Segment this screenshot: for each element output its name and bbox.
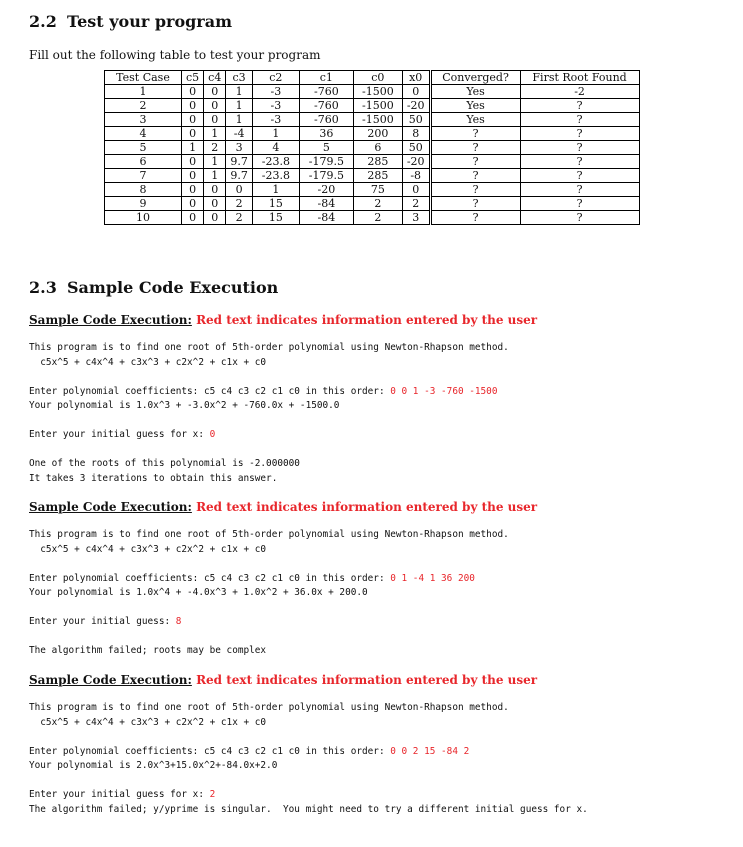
cell-c2: -3 (252, 85, 299, 99)
cell-c2: 4 (252, 141, 299, 155)
table-row (105, 113, 640, 127)
cell-c2: -23.8 (252, 169, 299, 183)
table-row (105, 211, 640, 225)
cell-c0: 6 (353, 141, 402, 155)
cell-c4: 0 (204, 183, 226, 197)
cell-test-case: 4 (105, 127, 182, 141)
cell-c1: -84 (299, 197, 353, 211)
cell-first-root: ? (520, 183, 639, 197)
cell-first-root: ? (520, 99, 639, 113)
polynomial-line: Your polynomial is 1.0x^4 + -4.0x^3 + 1.0x^2 + 36.0x + 200.0 (29, 587, 368, 598)
cell-first-root: ? (520, 155, 639, 169)
cell-c1: -20 (299, 183, 353, 197)
intro-text: Fill out the following table to test your program (29, 48, 321, 62)
coef-prompt: Enter polynomial coefficients: c5 c4 c3 c2 c1 c0 in this order: (29, 745, 391, 757)
cell-c0: -1500 (353, 113, 402, 127)
header-x0: x0 (402, 71, 430, 85)
cell-first-root: ? (520, 211, 639, 225)
cell-c5: 0 (182, 183, 204, 197)
cell-c4: 0 (204, 99, 226, 113)
cell-first-root: ? (520, 197, 639, 211)
cell-c0: 2 (353, 197, 402, 211)
cell-x0: -20 (402, 155, 430, 169)
section-heading-2-2 (29, 12, 232, 31)
result-line: The algorithm failed; y/yprime is singular. You might need to try a different initial guess for x. (29, 803, 588, 815)
cell-c0: -1500 (353, 85, 402, 99)
cell-converged: ? (430, 197, 520, 211)
cell-test-case: 9 (105, 197, 182, 211)
cell-c1: -760 (299, 113, 353, 127)
cell-c2: -23.8 (252, 155, 299, 169)
header-c2: c2 (252, 71, 299, 85)
table-row (105, 169, 640, 183)
cell-test-case: 6 (105, 155, 182, 169)
cell-x0: 0 (402, 85, 430, 99)
header-c4: c4 (204, 71, 226, 85)
table-row (105, 155, 640, 169)
cell-x0: 50 (402, 113, 430, 127)
cell-x0: 50 (402, 141, 430, 155)
table-row (105, 127, 640, 141)
cell-c3: -4 (226, 127, 253, 141)
output-line: c5x^5 + c4x^4 + c3x^3 + c2x^2 + c1x + c0 (29, 716, 267, 728)
header-converged: Converged? (430, 71, 520, 85)
header-test-case: Test Case (105, 71, 182, 85)
cell-test-case: 3 (105, 113, 182, 127)
output-line: This program is to find one root of 5th-order polynomial using Newton-Rhapson method. (29, 342, 509, 353)
sample-output-2 (29, 528, 509, 659)
result-line: One of the roots of this polynomial is -2.000000 (29, 458, 300, 469)
result-line: The algorithm failed; roots may be complex (29, 645, 267, 656)
cell-c1: -84 (299, 211, 353, 225)
cell-first-root: ? (520, 127, 639, 141)
cell-c1: -179.5 (299, 169, 353, 183)
cell-first-root: ? (520, 169, 639, 183)
cell-c3: 1 (226, 99, 253, 113)
cell-converged: Yes (430, 113, 520, 127)
sample-execution-heading (29, 500, 537, 514)
cell-c5: 0 (182, 155, 204, 169)
table-row (105, 183, 640, 197)
cell-x0: -8 (402, 169, 430, 183)
cell-c1: -760 (299, 99, 353, 113)
cell-c3: 1 (226, 85, 253, 99)
section-title: Test your program (67, 12, 233, 31)
red-text-note: Red text indicates information entered by the user (196, 673, 538, 687)
polynomial-line: Your polynomial is 1.0x^3 + -3.0x^2 + -760.0x + -1500.0 (29, 400, 340, 411)
cell-c3: 3 (226, 141, 253, 155)
cell-c1: 5 (299, 141, 353, 155)
cell-c5: 0 (182, 127, 204, 141)
cell-c2: 15 (252, 211, 299, 225)
cell-c4: 0 (204, 85, 226, 99)
user-input-coefficients: 0 1 -4 1 36 200 (390, 572, 475, 584)
sample-execution-heading (29, 673, 537, 687)
cell-c2: 15 (252, 197, 299, 211)
cell-c1: -179.5 (299, 155, 353, 169)
red-text-note: Red text indicates information entered by the user (196, 313, 538, 327)
guess-prompt: Enter your initial guess: (29, 616, 176, 627)
user-input-guess: 0 (209, 429, 216, 440)
cell-converged: ? (430, 141, 520, 155)
cell-c1: -760 (299, 85, 353, 99)
cell-c5: 0 (182, 99, 204, 113)
cell-converged: ? (430, 183, 520, 197)
cell-c3: 9.7 (226, 169, 253, 183)
cell-c0: 285 (353, 169, 402, 183)
user-input-coefficients: 0 0 2 15 -84 2 (390, 745, 470, 757)
output-line: c5x^5 + c4x^4 + c3x^3 + c2x^2 + c1x + c0 (29, 543, 267, 555)
section-number: 2.3 (29, 278, 57, 297)
table-row (105, 197, 640, 211)
sample-execution-label: Sample Code Execution: (29, 500, 192, 514)
header-c3: c3 (226, 71, 253, 85)
cell-c3: 0 (226, 183, 253, 197)
header-c5: c5 (182, 71, 204, 85)
result-line: It takes 3 iterations to obtain this answer. (29, 472, 278, 484)
cell-x0: 3 (402, 211, 430, 225)
guess-prompt: Enter your initial guess for x: (29, 429, 210, 440)
output-line: This program is to find one root of 5th-order polynomial using Newton-Rhapson method. (29, 529, 509, 540)
cell-test-case: 2 (105, 99, 182, 113)
cell-first-root: -2 (520, 85, 639, 99)
sample-output-1 (29, 341, 509, 486)
cell-c2: -3 (252, 99, 299, 113)
output-line: c5x^5 + c4x^4 + c3x^3 + c2x^2 + c1x + c0 (29, 356, 267, 368)
cell-converged: Yes (430, 99, 520, 113)
cell-test-case: 10 (105, 211, 182, 225)
cell-x0: -20 (402, 99, 430, 113)
table-row (105, 141, 640, 155)
cell-first-root: ? (520, 113, 639, 127)
cell-c0: 200 (353, 127, 402, 141)
cell-c0: 75 (353, 183, 402, 197)
cell-converged: ? (430, 211, 520, 225)
cell-converged: ? (430, 127, 520, 141)
cell-test-case: 8 (105, 183, 182, 197)
cell-c5: 1 (182, 141, 204, 155)
cell-x0: 8 (402, 127, 430, 141)
cell-c3: 1 (226, 113, 253, 127)
cell-c4: 0 (204, 197, 226, 211)
cell-c2: 1 (252, 183, 299, 197)
header-c1: c1 (299, 71, 353, 85)
red-text-note: Red text indicates information entered by the user (196, 500, 538, 514)
cell-c5: 0 (182, 211, 204, 225)
cell-c4: 2 (204, 141, 226, 155)
cell-c2: -3 (252, 113, 299, 127)
cell-c4: 0 (204, 113, 226, 127)
table-row (105, 99, 640, 113)
user-input-guess: 8 (175, 616, 182, 627)
cell-c4: 1 (204, 155, 226, 169)
cell-c5: 0 (182, 169, 204, 183)
cell-c0: 2 (353, 211, 402, 225)
cell-test-case: 7 (105, 169, 182, 183)
cell-c3: 2 (226, 197, 253, 211)
cell-c4: 1 (204, 169, 226, 183)
cell-c4: 0 (204, 211, 226, 225)
sample-execution-heading (29, 313, 537, 327)
cell-c0: -1500 (353, 99, 402, 113)
header-first-root: First Root Found (520, 71, 639, 85)
cell-c3: 2 (226, 211, 253, 225)
sample-output-3 (29, 701, 588, 817)
cell-c5: 0 (182, 197, 204, 211)
section-heading-2-3 (29, 278, 278, 297)
polynomial-line: Your polynomial is 2.0x^3+15.0x^2+-84.0x+2.0 (29, 760, 278, 771)
cell-c5: 0 (182, 85, 204, 99)
coef-prompt: Enter polynomial coefficients: c5 c4 c3 c2 c1 c0 in this order: (29, 385, 391, 397)
coef-prompt: Enter polynomial coefficients: c5 c4 c3 c2 c1 c0 in this order: (29, 572, 391, 584)
cell-converged: Yes (430, 85, 520, 99)
cell-x0: 0 (402, 183, 430, 197)
cell-c1: 36 (299, 127, 353, 141)
test-table (104, 70, 640, 225)
user-input-guess: 2 (209, 789, 216, 800)
user-input-coefficients: 0 0 1 -3 -760 -1500 (390, 385, 498, 397)
cell-c0: 285 (353, 155, 402, 169)
table-header-row (105, 71, 640, 85)
cell-c5: 0 (182, 113, 204, 127)
cell-converged: ? (430, 155, 520, 169)
cell-test-case: 5 (105, 141, 182, 155)
cell-test-case: 1 (105, 85, 182, 99)
cell-c3: 9.7 (226, 155, 253, 169)
sample-execution-label: Sample Code Execution: (29, 673, 192, 687)
sample-execution-label: Sample Code Execution: (29, 313, 192, 327)
header-c0: c0 (353, 71, 402, 85)
section-title: Sample Code Execution (67, 278, 279, 297)
cell-converged: ? (430, 169, 520, 183)
cell-c4: 1 (204, 127, 226, 141)
guess-prompt: Enter your initial guess for x: (29, 789, 210, 800)
cell-x0: 2 (402, 197, 430, 211)
section-number: 2.2 (29, 12, 57, 31)
cell-c2: 1 (252, 127, 299, 141)
cell-first-root: ? (520, 141, 639, 155)
table-row (105, 85, 640, 99)
output-line: This program is to find one root of 5th-order polynomial using Newton-Rhapson method. (29, 702, 509, 713)
